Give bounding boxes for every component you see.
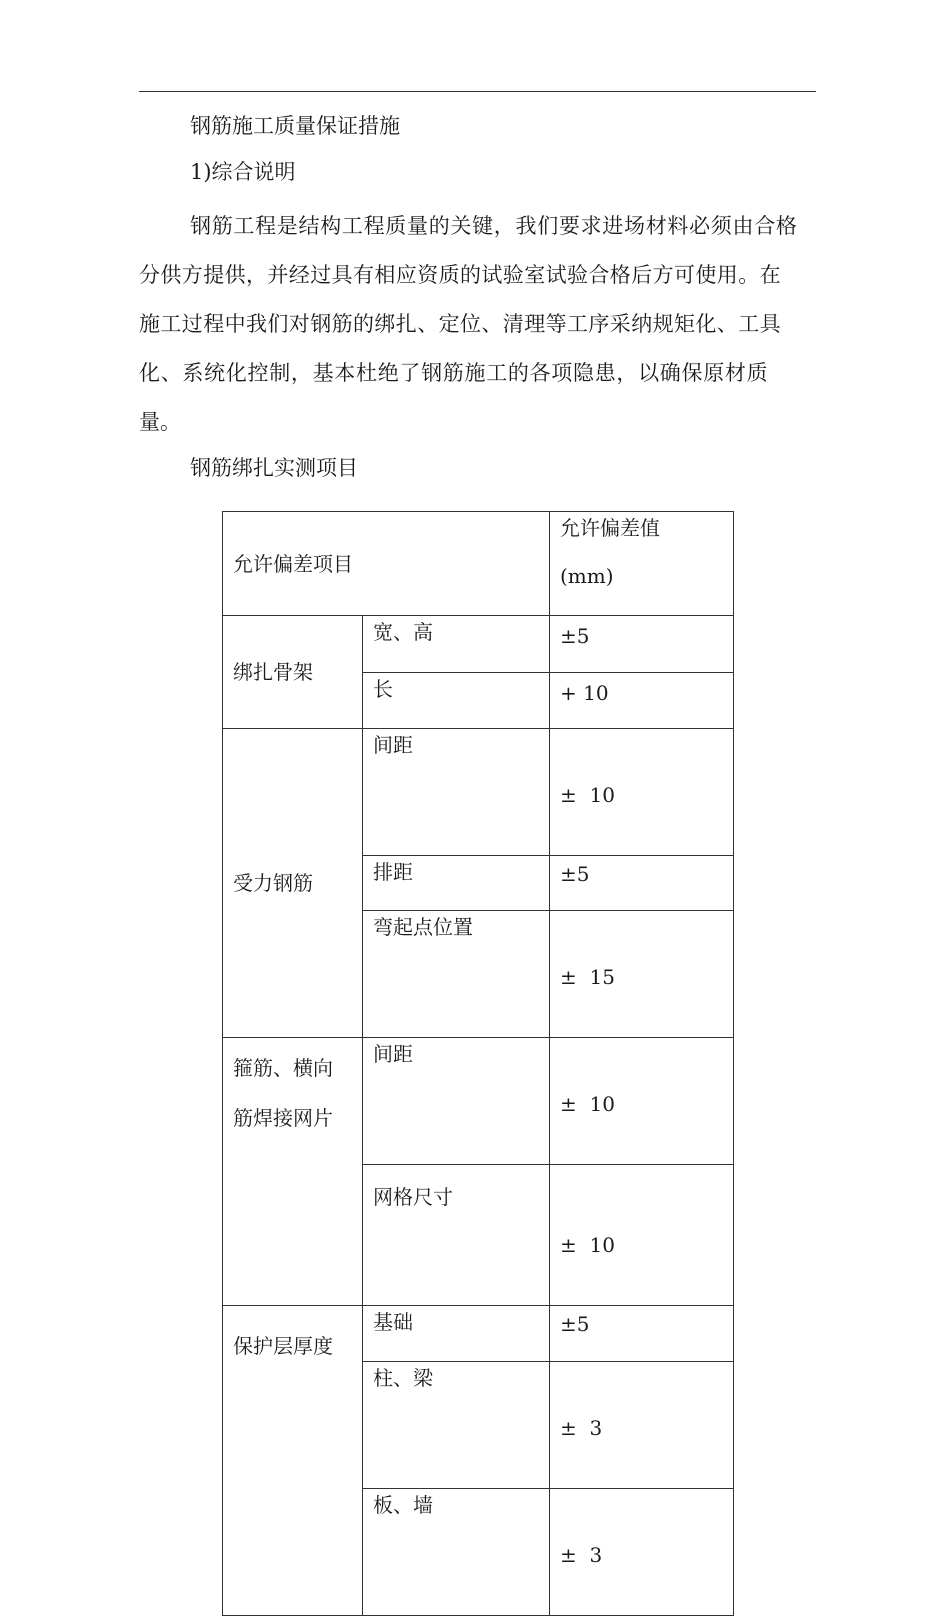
value-cell bbox=[550, 856, 734, 911]
table-row bbox=[223, 1038, 734, 1165]
section-heading: 钢筋施工质量保证措施 bbox=[190, 114, 400, 138]
value-cell bbox=[550, 911, 734, 1038]
subsection-heading: 1)综合说明 bbox=[190, 160, 296, 184]
group-name: 绑扎骨架 bbox=[233, 660, 313, 684]
value-text: ±5 bbox=[560, 862, 590, 886]
value-text: ± 3 bbox=[560, 1416, 603, 1440]
header-item-cell bbox=[223, 512, 550, 616]
tolerance-table bbox=[222, 511, 734, 1616]
value-cell bbox=[550, 1362, 734, 1489]
header-value-unit: (mm) bbox=[560, 564, 614, 588]
group-name-line1: 箍筋、横向 bbox=[233, 1056, 333, 1080]
item-name: 宽、高 bbox=[373, 620, 433, 644]
value-cell bbox=[550, 673, 734, 729]
item-cell bbox=[363, 1306, 550, 1362]
header-item-label: 允许偏差项目 bbox=[233, 551, 353, 576]
value-text: ± 10 bbox=[560, 1092, 615, 1116]
item-cell bbox=[363, 616, 550, 673]
value-cell bbox=[550, 1306, 734, 1362]
value-text: + 10 bbox=[560, 681, 609, 705]
item-cell bbox=[363, 911, 550, 1038]
item-name: 弯起点位置 bbox=[373, 915, 473, 939]
item-cell bbox=[363, 1165, 550, 1306]
header-value-label: 允许偏差值 bbox=[560, 516, 660, 540]
table-header-row bbox=[223, 512, 734, 616]
group-name-cell bbox=[223, 1038, 363, 1306]
value-text: ±5 bbox=[560, 624, 590, 648]
value-text: ± 3 bbox=[560, 1543, 603, 1567]
value-cell bbox=[550, 1489, 734, 1616]
paragraph-line: 化、系统化控制，基本杜绝了钢筋施工的各项隐患，以确保原材质 bbox=[139, 361, 769, 385]
table-row bbox=[223, 729, 734, 856]
item-cell bbox=[363, 1038, 550, 1165]
value-text: ±5 bbox=[560, 1312, 590, 1336]
value-cell bbox=[550, 729, 734, 856]
item-cell bbox=[363, 729, 550, 856]
group-name: 受力钢筋 bbox=[233, 871, 313, 895]
table-row bbox=[223, 616, 734, 673]
item-name: 基础 bbox=[373, 1310, 413, 1334]
group-name-cell bbox=[223, 1306, 363, 1616]
value-text: ± 15 bbox=[560, 965, 615, 989]
value-text: ± 10 bbox=[560, 783, 615, 807]
header-rule bbox=[139, 91, 816, 92]
item-cell bbox=[363, 856, 550, 911]
paragraph-line: 施工过程中我们对钢筋的绑扎、定位、清理等工序采纳规矩化、工具 bbox=[139, 312, 781, 336]
paragraph-line: 钢筋工程是结构工程质量的关键，我们要求进场材料必须由合格 bbox=[190, 214, 798, 238]
table-row bbox=[223, 1306, 734, 1362]
item-name: 排距 bbox=[373, 860, 413, 884]
item-name: 间距 bbox=[373, 1042, 413, 1066]
paragraph-line: 量。 bbox=[139, 410, 181, 434]
item-name: 柱、梁 bbox=[373, 1366, 433, 1390]
value-cell bbox=[550, 1038, 734, 1165]
item-cell bbox=[363, 1489, 550, 1616]
header-value-cell bbox=[550, 512, 734, 616]
item-name: 板、墙 bbox=[373, 1493, 433, 1517]
item-cell bbox=[363, 1362, 550, 1489]
value-cell bbox=[550, 1165, 734, 1306]
item-cell bbox=[363, 673, 550, 729]
paragraph-line: 分供方提供，并经过具有相应资质的试验室试验合格后方可使用。在 bbox=[139, 263, 781, 287]
group-name-cell bbox=[223, 729, 363, 1038]
group-name: 保护层厚度 bbox=[233, 1334, 333, 1358]
value-cell bbox=[550, 616, 734, 673]
table-title: 钢筋绑扎实测项目 bbox=[190, 456, 358, 480]
group-name-line2: 筋焊接网片 bbox=[233, 1106, 333, 1130]
value-text: ± 10 bbox=[560, 1233, 615, 1257]
item-name: 长 bbox=[373, 677, 393, 701]
item-name: 间距 bbox=[373, 733, 413, 757]
item-name: 网格尺寸 bbox=[373, 1185, 453, 1209]
group-name-cell bbox=[223, 616, 363, 729]
